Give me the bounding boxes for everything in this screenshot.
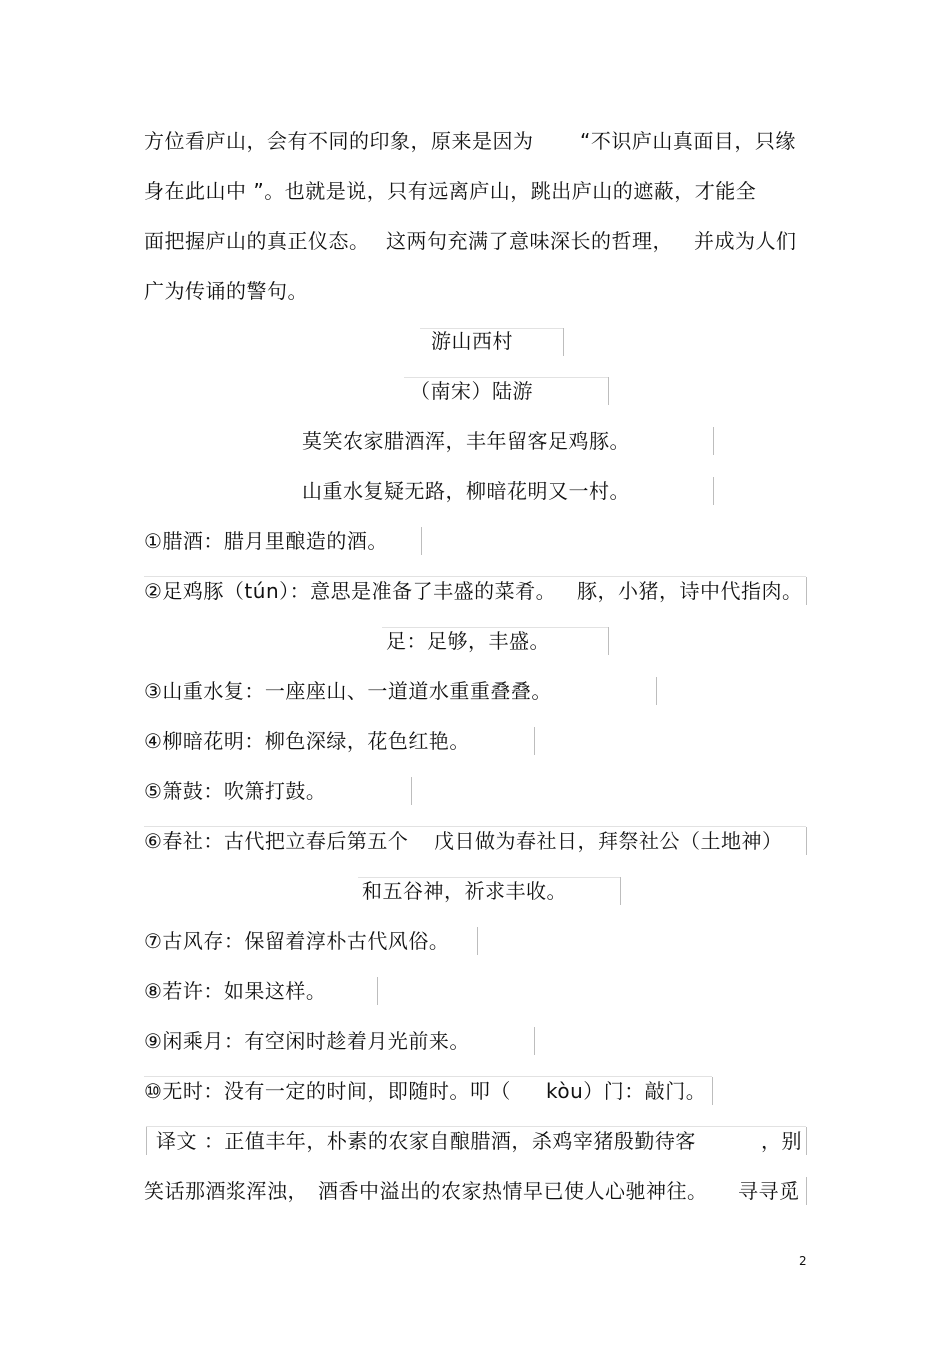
- translation-line-2b: 酒香中溢出的农家热情早已使人心驰神往。: [318, 1179, 708, 1203]
- translation-line-1b: ，别: [761, 1129, 802, 1153]
- intro-line-3a: 面把握庐山的真正仪态。: [144, 229, 370, 253]
- poem-line-2: 山重水复疑无路，柳暗花明又一村。: [302, 479, 630, 503]
- note-3: ③山重水复：一座座山、一道道水重重叠叠。: [144, 679, 552, 703]
- translation-line-2a: 笑话那酒浆浑浊，: [144, 1179, 308, 1203]
- note-1: ①腊酒：腊月里酿造的酒。: [144, 529, 388, 553]
- note-5: ⑤箫鼓：吹箫打鼓。: [144, 779, 327, 803]
- intro-line-3b: 这两句充满了意味深长的哲理，: [386, 229, 673, 253]
- translation-line-1a: 译文 ：正值丰年，朴素的农家自酿腊酒，杀鸡宰猪殷勤待客: [156, 1129, 696, 1153]
- note-6b: 戊日做为春社日，拜祭社公（土地神）: [434, 829, 783, 853]
- note-10b: kòu）门：敲门。: [546, 1079, 707, 1103]
- note-7: ⑦古风存：保留着淳朴古代风俗。: [144, 929, 450, 953]
- note-2b: 豚，小猪，诗中代指肉。: [577, 579, 803, 603]
- note-4: ④柳暗花明：柳色深绿，花色红艳。: [144, 729, 470, 753]
- intro-line-1a: 方位看庐山，会有不同的印象，原来是因为: [144, 129, 534, 153]
- note-6c: 和五谷神，祈求丰收。: [362, 879, 567, 903]
- poem-author: （南宋）陆游: [410, 379, 533, 403]
- intro-line-2: 身在此山中 ”。也就是说，只有远离庐山，跳出庐山的遮蔽，才能全: [144, 179, 757, 203]
- translation-line-2c: 寻寻觅: [738, 1179, 800, 1203]
- intro-line-4: 广为传诵的警句。: [144, 279, 308, 303]
- note-10a: ⑩无时：没有一定的时间，即随时。叩（: [144, 1079, 511, 1103]
- note-6a: ⑥春社：古代把立春后第五个: [144, 829, 409, 853]
- note-2a: ②足鸡豚（tún）：意思是准备了丰盛的菜肴。: [144, 579, 557, 603]
- page-number: 2: [799, 1254, 807, 1268]
- poem-title: 游山西村: [431, 329, 513, 353]
- intro-line-3c: 并成为人们: [694, 229, 797, 253]
- intro-line-1b: “不识庐山真面目，只缘: [580, 129, 796, 153]
- note-9: ⑨闲乘月：有空闲时趁着月光前来。: [144, 1029, 470, 1053]
- note-2c: 足：足够，丰盛。: [386, 629, 550, 653]
- poem-line-1: 莫笑农家腊酒浑，丰年留客足鸡豚。: [302, 429, 630, 453]
- note-8: ⑧若许：如果这样。: [144, 979, 327, 1003]
